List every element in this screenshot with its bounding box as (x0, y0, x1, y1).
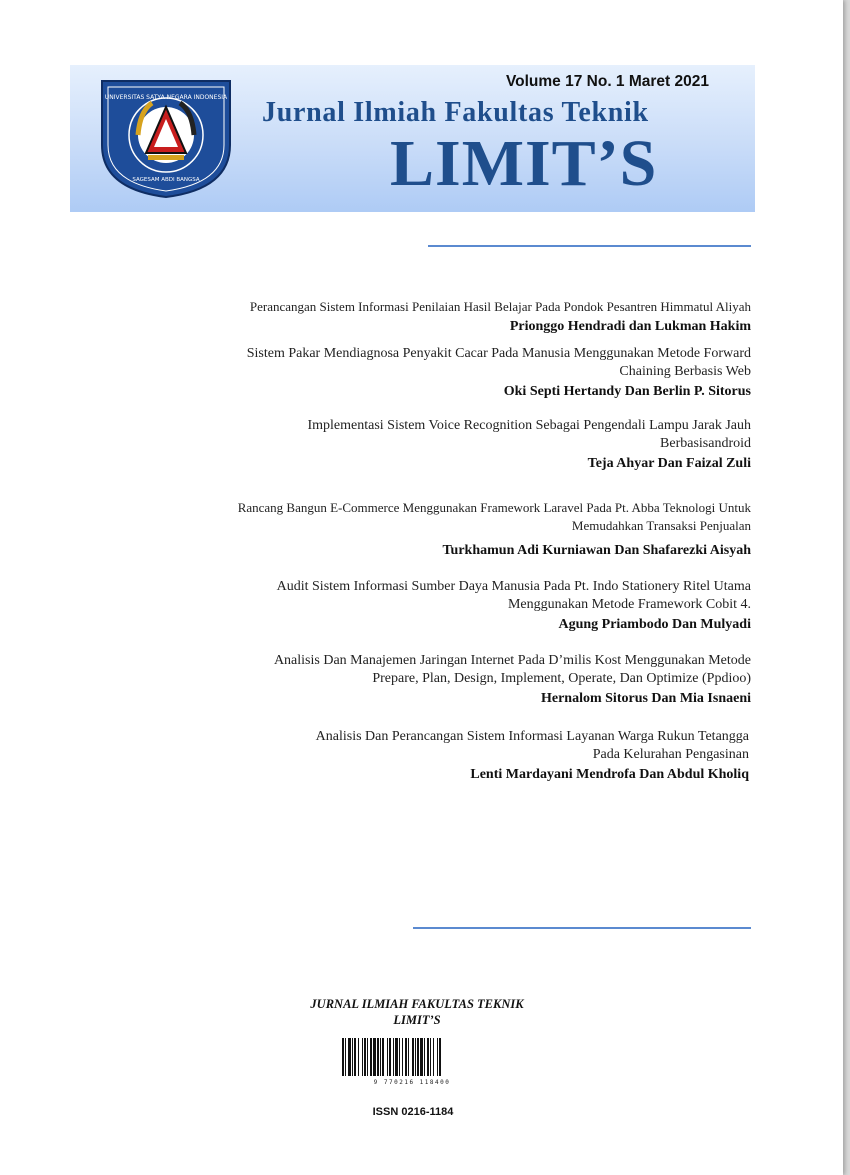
top-divider (428, 245, 751, 247)
article-title: Implementasi Sistem Voice Recognition Sebagai Pengendali Lampu Jarak Jauh (307, 417, 751, 433)
cover-header (70, 65, 755, 212)
article-entry (51, 345, 751, 401)
barcode-bar (405, 1038, 407, 1076)
article-entry (51, 728, 751, 784)
barcode-bar (430, 1038, 431, 1076)
barcode-bar (348, 1038, 351, 1076)
barcode-bar (373, 1038, 376, 1076)
article-authors: Prionggo Hendradi dan Lukman Hakim (509, 318, 751, 334)
article-title: Rancang Bangun E-Commerce Menggunakan Framework Laravel Pada Pt. Abba Teknologi Untuk (237, 499, 751, 515)
volume-issue: Volume 17 No. 1 Maret 2021 (505, 73, 709, 90)
article-title: Perancangan Sistem Informasi Penilaian Hasil Belajar Pada Pondok Pesantren Himmatul Aliyah (249, 299, 751, 314)
footer-journal-name (272, 996, 562, 1028)
barcode-bar (380, 1038, 381, 1076)
barcode-bar (377, 1038, 379, 1076)
barcode-bar (424, 1038, 425, 1076)
article-entry (51, 652, 751, 708)
barcode-icon (338, 1036, 486, 1086)
logo-text-bottom: SAGESAM ABDI BANGSA (132, 177, 200, 183)
footer-journal-line2: LIMIT’S (393, 1013, 441, 1027)
article-list (51, 298, 751, 784)
article-authors: Teja Ahyar Dan Faizal Zuli (587, 455, 751, 471)
barcode-bar (342, 1038, 344, 1076)
barcode-bar (433, 1038, 434, 1076)
barcode-bar (352, 1038, 353, 1076)
logo-text-top: UNIVERSITAS SATYA NEGARA INDONESIA (104, 94, 228, 101)
barcode-bar (437, 1038, 438, 1076)
article-entry (51, 578, 751, 634)
barcode-bar (402, 1038, 403, 1076)
footer-journal-line1: JURNAL ILMIAH FAKULTAS TEKNIK (310, 997, 524, 1011)
article-title: Menggunakan Metode Framework Cobit 4. (507, 597, 751, 612)
barcode-bar (367, 1038, 368, 1076)
article-title: Prepare, Plan, Design, Implement, Operate, Dan Optimize (Ppdioo) (372, 671, 751, 686)
barcode-bar (427, 1038, 429, 1076)
barcode-bar (415, 1038, 416, 1076)
article-title: Sistem Pakar Mendiagnosa Penyakit Cacar Pada Manusia Menggunakan Metode Forward (246, 345, 751, 361)
barcode-bar (389, 1038, 391, 1076)
barcode-bar (439, 1038, 441, 1076)
article-title: Analisis Dan Perancangan Sistem Informasi Layanan Warga Rukun Tetangga (315, 728, 749, 744)
article-authors: Lenti Mardayani Mendrofa Dan Abdul Kholiq (470, 766, 749, 782)
article-title: Audit Sistem Informasi Sumber Daya Manusia Pada Pt. Indo Stationery Ritel Utama (276, 578, 751, 594)
barcode-bar (345, 1038, 346, 1076)
barcode-bar (393, 1038, 394, 1076)
article-entry (51, 417, 751, 473)
bottom-divider (413, 927, 751, 929)
article-entry (51, 298, 751, 336)
barcode-bar (408, 1038, 409, 1076)
article-title: Analisis Dan Manajemen Jaringan Internet Pada D’milis Kost Menggunakan Metode (273, 652, 751, 668)
barcode-bar (387, 1038, 388, 1076)
journal-short-title: LIMIT’S (390, 127, 658, 200)
barcode-bar (354, 1038, 356, 1076)
article-title: Chaining Berbasis Web (619, 364, 751, 379)
barcode-bar (362, 1038, 363, 1076)
article-title: Berbasisandroid (660, 436, 751, 451)
barcode-bar (395, 1038, 398, 1076)
university-seal-icon (92, 73, 240, 201)
article-authors: Hernalom Sitorus Dan Mia Isnaeni (540, 690, 751, 706)
barcode-digits: 9 770216 118400 (373, 1079, 451, 1086)
article-authors: Turkhamun Adi Kurniawan Dan Shafarezki Aisyah (442, 542, 751, 558)
issn-number: ISSN 0216-1184 (372, 1106, 454, 1118)
barcode-bar (364, 1038, 366, 1076)
journal-name: Jurnal Ilmiah Fakultas Teknik (262, 97, 649, 128)
article-title: Pada Kelurahan Pengasinan (592, 747, 749, 762)
barcode-bar (358, 1038, 359, 1076)
article-authors: Oki Septi Hertandy Dan Berlin P. Sitorus (503, 383, 751, 399)
barcode-bar (370, 1038, 372, 1076)
barcode-bar (420, 1038, 423, 1076)
barcode-bar (417, 1038, 419, 1076)
barcode-bar (399, 1038, 400, 1076)
barcode-bar (412, 1038, 414, 1076)
article-authors: Agung Priambodo Dan Mulyadi (558, 616, 751, 632)
barcode-bar (382, 1038, 384, 1076)
article-entry (51, 499, 751, 560)
article-title: Memudahkan Transaksi Penjualan (571, 518, 751, 533)
